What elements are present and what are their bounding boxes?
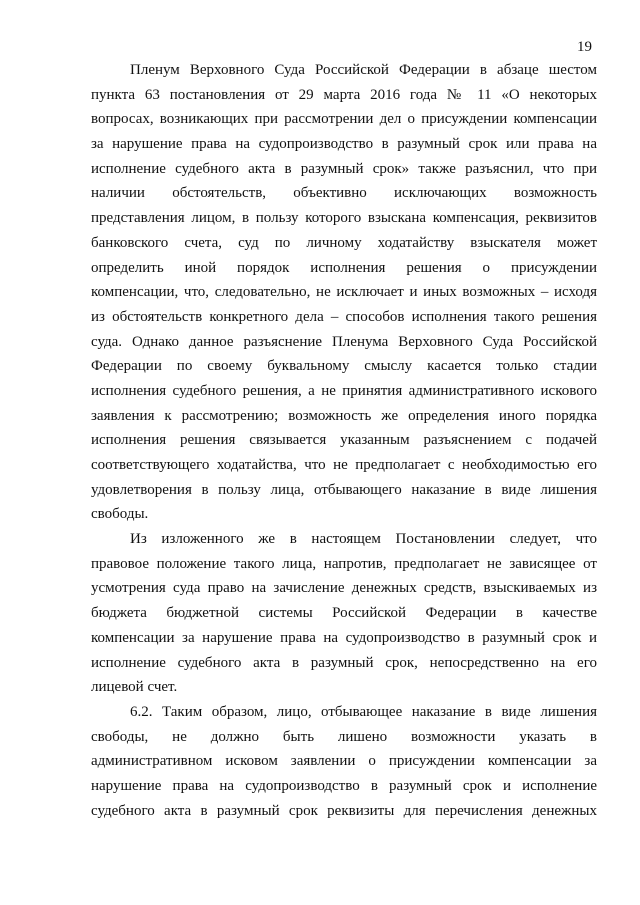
paragraph-line: пункта 63 постановления от 29 марта 2016 года № 11 «О некоторых [91,86,597,103]
paragraph-line: Из изложенного же в настоящем Постановлении следует, что [130,531,597,548]
paragraph-line: усмотрения суда право на зачисление денежных средств, взыскиваемых из [91,580,597,597]
paragraph-line: из обстоятельств конкретного дела – способов исполнения такого решения [91,308,597,325]
paragraph-line: исполнения судебного решения, а не принятия административного искового [91,382,597,399]
paragraph-line: компенсации, что, следовательно, не исключает и иных возможных – исходя [91,284,597,301]
paragraph-line: исполнение судебного акта в разумный срок, непосредственно на его [91,654,597,671]
paragraph-3 [91,700,597,823]
paragraph-line: правовое положение такого лица, напротив, предполагает не зависящее от [91,555,597,572]
paragraph-line: исполнение судебного акта в разумный срок» также разъяснил, что при [91,160,597,177]
paragraph-line: исполнения решения связывается указанным разъяснением с подачей [91,432,597,449]
paragraph-1 [91,58,597,527]
paragraph-line: административном исковом заявлении о присуждении компенсации за [91,753,597,770]
paragraph-line: свободы. [91,506,149,523]
paragraph-line: Федерации по своему буквальному смыслу касается только стадии [91,358,597,375]
paragraph-line: удовлетворения в пользу лица, отбывающего наказание в виде лишения [91,481,597,498]
paragraph-line: Пленум Верховного Суда Российской Федерации в абзаце шестом [130,62,597,78]
paragraph-line: за нарушение права на судопроизводство в разумный срок или права на [91,136,597,153]
document-body [91,58,597,823]
paragraph-line: заявления к рассмотрению; возможность же определения иного порядка [91,407,597,424]
paragraph-line: определить иной порядок исполнения решения о присуждении [91,259,597,276]
paragraph-line: лицевой счет. [91,679,178,696]
paragraph-line: 6.2. Таким образом, лицо, отбывающее наказание в виде лишения [130,703,597,720]
paragraph-line: судебного акта в разумный срок реквизиты для перечисления денежных [91,802,597,819]
paragraph-line: свободы, не должно быть лишено возможности указать в [91,728,597,745]
paragraph-line: представления лицом, в пользу которого взыскана компенсация, реквизитов [91,210,597,227]
page-number: 19 [577,39,592,55]
paragraph-line: банковского счета, суд по личному ходатайству взыскателя может [91,234,597,251]
paragraph-line: бюджета бюджетной системы Российской Федерации в качестве [91,605,597,622]
paragraph-line: нарушение права на судопроизводство в разумный срок и исполнение [91,777,597,794]
paragraph-line: суда. Однако данное разъяснение Пленума Верховного Суда Российской [91,333,597,350]
paragraph-2 [91,527,597,700]
paragraph-line: компенсации за нарушение права на судопроизводство в разумный срок и [91,629,597,646]
paragraph-line: соответствующего ходатайства, что не предполагает с необходимостью его [91,457,597,473]
paragraph-line: наличии обстоятельств, объективно исключающих возможность [91,185,597,202]
paragraph-line: вопросах, возникающих при рассмотрении дел о присуждении компенсации [91,111,597,128]
